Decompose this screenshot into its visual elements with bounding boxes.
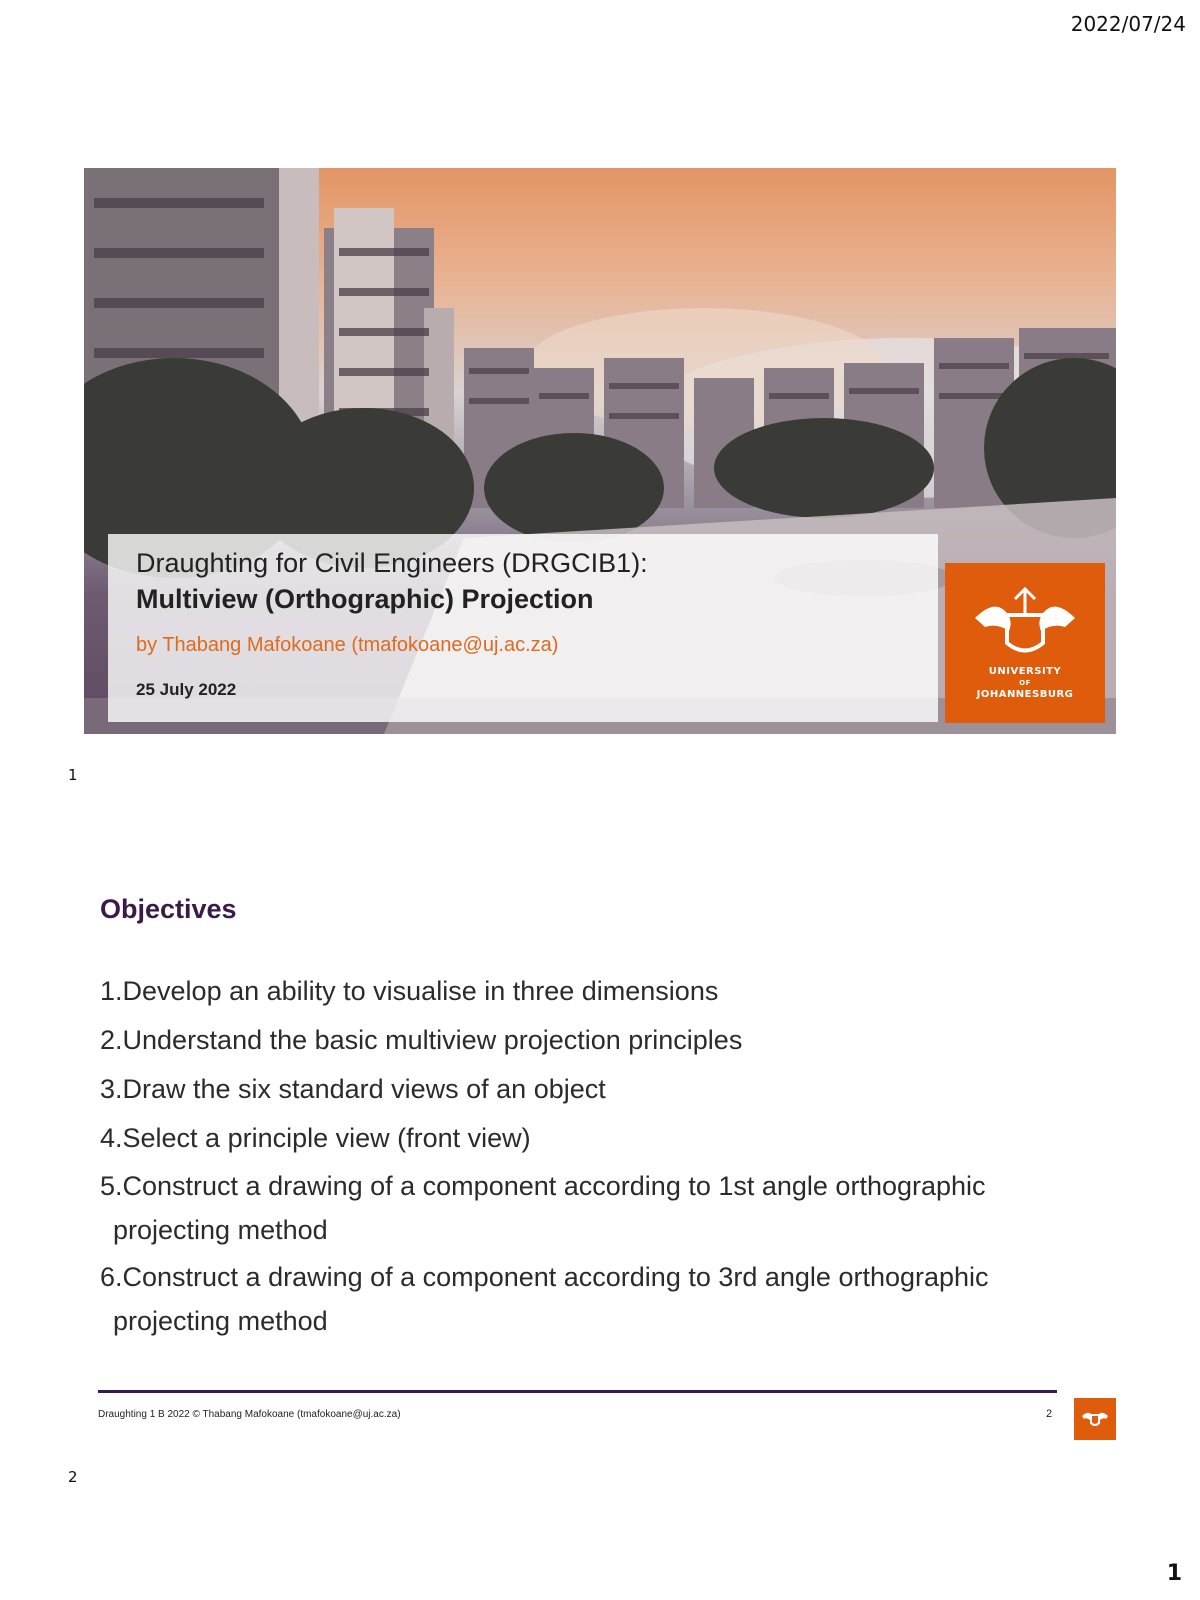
logo-line-university: UNIVERSITY — [988, 666, 1062, 677]
list-item: 5.Construct a drawing of a component according to 1st angle orthographic projecting method — [100, 1171, 986, 1245]
list-item: 6.Construct a drawing of a component according to 3rd angle orthographic projecting method — [100, 1262, 989, 1336]
list-item: 1.Develop an ability to visualise in three dimensions — [100, 976, 719, 1006]
objectives-slide — [84, 858, 1116, 1458]
title-slide — [84, 168, 1116, 734]
print-date: 2022/07/24 — [1070, 12, 1186, 36]
logo-line-of: OF — [1019, 679, 1031, 687]
title-box — [108, 534, 938, 722]
footer-logo — [1074, 1398, 1116, 1440]
slide-number-1: 1 — [68, 766, 78, 784]
author-line: by Thabang Mafokoane (tmafokoane@uj.ac.za) — [136, 634, 559, 656]
university-logo — [945, 563, 1105, 723]
footer-divider — [98, 1390, 1057, 1393]
topic-title: Multiview (Orthographic) Projection — [136, 584, 594, 614]
objectives-title: Objectives — [100, 894, 237, 924]
list-item: 2.Understand the basic multiview projection principles — [100, 1025, 743, 1055]
objectives-list — [100, 968, 1110, 1346]
footer-text: Draughting 1 B 2022 © Thabang Mafokoane (tmafokoane@uj.ac.za) — [98, 1409, 401, 1420]
list-item: 3.Draw the six standard views of an object — [100, 1074, 606, 1104]
list-item: 4.Select a principle view (front view) — [100, 1123, 531, 1153]
footer-page-number: 2 — [1046, 1408, 1053, 1420]
presentation-date: 25 July 2022 — [136, 680, 237, 699]
page-number: 1 — [1166, 1561, 1182, 1586]
logo-line-johannesburg: JOHANNESBURG — [976, 689, 1074, 700]
slide-number-2: 2 — [68, 1468, 78, 1486]
course-title: Draughting for Civil Engineers (DRGCIB1): — [136, 548, 648, 578]
uj-emblem-small-icon — [1074, 1398, 1116, 1440]
